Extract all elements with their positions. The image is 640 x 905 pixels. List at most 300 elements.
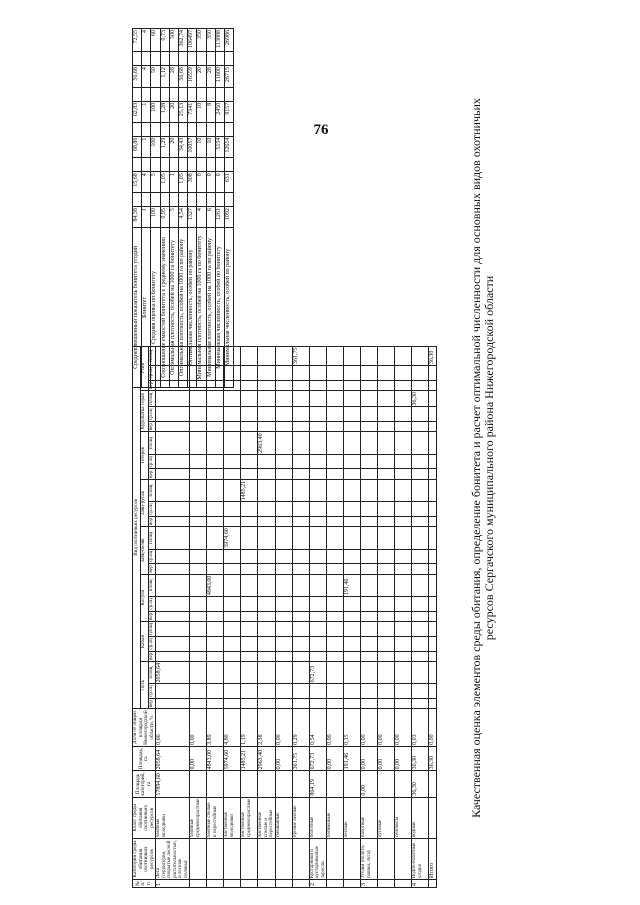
hdr-share: Доля от общей площади Нижегородской области, % [132, 710, 155, 745]
summary-value: 4 [142, 66, 151, 88]
value-cell [344, 661, 361, 684]
value-cell [378, 549, 395, 564]
value-cell [258, 574, 276, 597]
value-cell [412, 469, 429, 479]
num-cell [395, 880, 412, 888]
summary-value [133, 158, 142, 172]
summary-value: 100 [151, 207, 160, 228]
total-value [429, 469, 437, 479]
summary-value: 0 [215, 172, 224, 193]
summary-value: 60 [151, 29, 160, 52]
value-cell [309, 407, 327, 422]
value-cell [292, 516, 309, 526]
value-cell [395, 502, 412, 517]
class-cell: болотные [309, 797, 327, 839]
class-cell: водные [412, 797, 429, 839]
summary-value: 10 [206, 136, 215, 158]
value-cell [275, 366, 292, 381]
value-cell [258, 346, 276, 366]
value-cell [412, 684, 429, 699]
num-cell [258, 880, 276, 888]
value-cell [224, 622, 241, 637]
value-cell [378, 597, 395, 612]
value-cell [395, 516, 412, 526]
value-cell [207, 636, 224, 651]
area-cat-cell [241, 771, 258, 797]
value-cell [190, 479, 207, 502]
value-cell [190, 684, 207, 699]
value-cell [224, 611, 241, 621]
share-cell: 0,66 [156, 709, 190, 747]
value-cell [327, 622, 344, 637]
value-cell: 2058,64 [156, 661, 190, 684]
summary-value: 1327 [188, 207, 197, 228]
summary-value: 5154 [215, 136, 224, 158]
table-row [258, 346, 276, 887]
summary-value [151, 122, 160, 136]
value-cell [207, 622, 224, 637]
summary-value: 1 [169, 172, 178, 193]
class-cell: луговые [378, 797, 395, 839]
value-cell [224, 564, 241, 574]
value-cell [309, 698, 327, 708]
value-cell [327, 454, 344, 469]
value-cell [395, 479, 412, 502]
category-cell [224, 839, 241, 880]
summary-value: 68,86 [133, 136, 142, 158]
value-cell [309, 549, 327, 564]
value-cell [241, 597, 258, 612]
summary-value: 4 [197, 207, 206, 228]
summary-value: 84,38 [133, 207, 142, 228]
sub-header: вер [148, 517, 155, 526]
species-header-6: Куропатка серая [140, 391, 148, 432]
summary-value [224, 158, 233, 172]
value-cell: 672,73 [309, 661, 327, 684]
value-cell [207, 597, 224, 612]
value-cell [207, 698, 224, 708]
title-line-1: Качественная оценка элементов среды обитания, определение бонитета и расчет оптимальной численности для основных видов охотничьих [469, 98, 483, 818]
value-cell [258, 407, 276, 422]
value-cell [395, 636, 412, 651]
summary-value [215, 52, 224, 66]
summary-value: 56,68 [133, 66, 142, 88]
value-cell [224, 549, 241, 564]
summary-row [224, 29, 233, 388]
summary-value [178, 87, 187, 101]
value-cell [275, 549, 292, 564]
area-cat-cell: 36,30 [412, 771, 429, 797]
value-cell [327, 597, 344, 612]
summary-value: 34,43 [178, 136, 187, 158]
value-cell [344, 597, 361, 612]
value-cell [275, 622, 292, 637]
summary-label: Оптимальная плотность, особей на 1000 га бонитету [169, 227, 178, 387]
summary-value: 4 [142, 29, 151, 52]
value-cell [378, 636, 395, 651]
sub-header: площ [148, 346, 156, 366]
summary-value: 5 [169, 207, 178, 228]
value-cell [156, 549, 190, 564]
summary-value: 11600 [215, 66, 224, 88]
value-cell [258, 422, 276, 432]
value-cell [344, 651, 361, 661]
area-cell: 2058,64 [156, 746, 190, 771]
value-cell [207, 516, 224, 526]
sub-header: вер [148, 612, 155, 621]
summary-value [206, 122, 215, 136]
value-cell [292, 422, 309, 432]
value-cell [412, 651, 429, 661]
summary-label: Минимальная плотность, особей на 1000 га по району [206, 227, 215, 387]
total-spacer [429, 771, 437, 797]
value-cell [241, 432, 258, 455]
value-cell [412, 564, 429, 574]
num-cell [190, 880, 207, 888]
value-cell [207, 454, 224, 469]
value-cell [361, 636, 378, 651]
value-cell [224, 651, 241, 661]
value-cell [327, 380, 344, 390]
value-cell [309, 611, 327, 621]
value-cell [344, 516, 361, 526]
summary-value: 100 [151, 101, 160, 122]
value-cell [344, 684, 361, 699]
category-cell [275, 839, 292, 880]
value-cell [309, 422, 327, 432]
value-cell [275, 407, 292, 422]
summary-row [169, 29, 178, 388]
value-cell [241, 391, 258, 408]
hdr-area: Площадь, га [133, 746, 156, 771]
value-cell [378, 469, 395, 479]
value-cell [361, 391, 378, 408]
num-cell [292, 880, 309, 888]
value-cell [344, 391, 361, 408]
species-header-5: Тетерев [140, 432, 148, 479]
value-cell [156, 527, 190, 550]
species-header-1: Кабан [140, 622, 148, 662]
value-cell [190, 611, 207, 621]
value-cell [327, 651, 344, 661]
value-cell [412, 527, 429, 550]
value-cell [224, 661, 241, 684]
value-cell [309, 622, 327, 637]
sub-header: площ [148, 661, 156, 684]
summary-value [169, 87, 178, 101]
value-cell [190, 622, 207, 637]
value-cell [241, 611, 258, 621]
value-cell [207, 407, 224, 422]
value-cell [395, 698, 412, 708]
value-cell [224, 698, 241, 708]
summary-value [206, 158, 215, 172]
summary-value [151, 52, 160, 66]
summary-value [197, 87, 206, 101]
summary-value [188, 52, 197, 66]
value-cell [275, 469, 292, 479]
summary-value: 56,68 [178, 66, 187, 88]
num-cell: 1 [156, 880, 190, 888]
value-cell [241, 636, 258, 651]
summary-value: 50 [151, 66, 160, 88]
value-cell [258, 622, 276, 637]
value-cell [275, 597, 292, 612]
summary-value [133, 122, 142, 136]
value-cell [258, 698, 276, 708]
total-value [429, 516, 437, 526]
summary-value [188, 158, 197, 172]
summary-value: 308 [188, 172, 197, 193]
value-cell [344, 454, 361, 469]
value-cell [327, 636, 344, 651]
summary-value: 1,12 [160, 66, 169, 88]
summary-value: 20 [169, 136, 178, 158]
value-cell [361, 502, 378, 517]
value-cell [258, 516, 276, 526]
total-value [429, 549, 437, 564]
page-number: 76 [313, 122, 329, 138]
value-cell [412, 574, 429, 597]
value-cell [190, 407, 207, 422]
value-cell [190, 651, 207, 661]
area-cell: 1485,21 [241, 746, 258, 771]
value-cell [361, 622, 378, 637]
value-cell [258, 469, 276, 479]
value-cell [275, 661, 292, 684]
value-cell [224, 391, 241, 408]
value-cell [309, 469, 327, 479]
total-value [429, 564, 437, 574]
value-cell [378, 622, 395, 637]
area-cat-cell [258, 771, 276, 797]
summary-value: 100 [151, 136, 160, 158]
value-cell [327, 611, 344, 621]
value-cell [361, 469, 378, 479]
title-line-2: ресурсов Сергачского муниципального района Нижегородской области [482, 275, 496, 641]
share-cell: 4,80 [224, 709, 241, 747]
value-cell [412, 611, 429, 621]
value-cell [292, 698, 309, 708]
summary-value: 106497 [188, 29, 197, 52]
summary-value: 20 [169, 101, 178, 122]
value-cell [275, 574, 292, 597]
num-cell [224, 880, 241, 888]
total-row [429, 346, 437, 887]
value-cell [241, 684, 258, 699]
value-cell [241, 366, 258, 381]
value-cell [292, 611, 309, 621]
area-cell: 361,75 [292, 746, 309, 771]
value-cell [241, 516, 258, 526]
summary-row [151, 29, 160, 388]
value-cell [395, 422, 412, 432]
summary-value [142, 158, 151, 172]
total-label: Итого [429, 839, 437, 880]
summary-value [160, 52, 169, 66]
share-cell: 3,89 [207, 709, 224, 747]
value-cell [327, 391, 344, 408]
class-cell: лиственные молодняки [224, 797, 241, 839]
total-value [429, 661, 437, 684]
value-cell [412, 636, 429, 651]
value-cell [344, 479, 361, 502]
value-cell [275, 454, 292, 469]
value-cell [292, 432, 309, 455]
value-cell [292, 597, 309, 612]
sub-header: площ [148, 527, 156, 550]
value-cell [344, 622, 361, 637]
value-cell [344, 611, 361, 621]
value-cell [275, 502, 292, 517]
summary-value [169, 158, 178, 172]
summary-value [169, 122, 178, 136]
summary-label: Минимальная численность, особей по бонитету [215, 227, 224, 387]
category-cell [241, 839, 258, 880]
value-cell [378, 422, 395, 432]
value-cell [275, 346, 292, 366]
area-cell: 5974,60 [224, 746, 241, 771]
summary-value: 1092 [224, 207, 233, 228]
summary-value: 1 [142, 136, 151, 158]
value-cell [292, 366, 309, 381]
value-cell [344, 698, 361, 708]
value-cell [309, 366, 327, 381]
value-cell [258, 636, 276, 651]
value-cell [395, 574, 412, 597]
value-cell [309, 651, 327, 661]
value-cell [224, 432, 241, 455]
summary-value [206, 87, 215, 101]
value-cell [344, 407, 361, 422]
value-cell [412, 479, 429, 502]
main-table [132, 346, 437, 888]
summary-value [206, 193, 215, 207]
value-cell: 191,46 [344, 574, 361, 597]
value-cell [361, 651, 378, 661]
value-cell [207, 432, 224, 455]
value-cell [378, 611, 395, 621]
value-cell [378, 346, 395, 366]
value-cell [258, 527, 276, 550]
value-cell [156, 422, 190, 432]
value-cell [361, 597, 378, 612]
value-cell [190, 574, 207, 597]
total-value [429, 698, 437, 708]
value-cell [327, 407, 344, 422]
value-cell [395, 366, 412, 381]
num-cell [207, 880, 224, 888]
summary-value: 0,73 [160, 29, 169, 52]
value-cell [156, 622, 190, 637]
category-cell: Водно-болотные угодья [412, 839, 429, 880]
total-spacer [429, 880, 437, 888]
value-cell [241, 564, 258, 574]
value-cell [378, 454, 395, 469]
class-cell: пахотные [361, 797, 378, 839]
total-share: 0,00 [429, 709, 437, 747]
share-cell: 1,19 [241, 709, 258, 747]
share-cell: 0,00 [327, 709, 344, 747]
value-cell [378, 698, 395, 708]
summary-value [133, 193, 142, 207]
value-cell [190, 391, 207, 408]
summary-value: 16559 [188, 66, 197, 88]
summary-value [142, 52, 151, 66]
value-cell [224, 516, 241, 526]
value-cell [412, 502, 429, 517]
summary-label: Средневзвешенный показатель бонитета угодий [133, 227, 142, 387]
sub-header: ср.оц [148, 408, 155, 421]
value-cell [275, 527, 292, 550]
value-cell [327, 574, 344, 597]
value-cell [361, 661, 378, 684]
value-cell [395, 597, 412, 612]
sub-header: площ [148, 391, 156, 408]
area-cat-cell [327, 771, 344, 797]
summary-value [151, 193, 160, 207]
summary-value [215, 158, 224, 172]
summary-body [133, 29, 234, 388]
value-cell [395, 684, 412, 699]
sub-header: вер [148, 565, 155, 573]
value-cell [395, 622, 412, 637]
value-cell [275, 432, 292, 455]
value-cell [292, 479, 309, 502]
area-cell: 0,00 [395, 746, 412, 771]
value-cell [292, 469, 309, 479]
sub-header: вер [148, 423, 155, 431]
value-cell [156, 636, 190, 651]
category-cell [378, 839, 395, 880]
value-cell [156, 564, 190, 574]
value-cell [224, 574, 241, 597]
value-cell [190, 527, 207, 550]
sub-header: площ [148, 479, 156, 502]
value-cell [241, 502, 258, 517]
value-cell [327, 527, 344, 550]
value-cell [412, 422, 429, 432]
table-row [275, 346, 292, 887]
num-cell [241, 880, 258, 888]
sub-header: ср.оц [148, 503, 155, 515]
value-cell [412, 432, 429, 455]
table-row [361, 346, 378, 887]
sub-header: вер [148, 381, 155, 389]
category-cell [292, 839, 309, 880]
value-cell [309, 454, 327, 469]
value-cell [156, 516, 190, 526]
value-cell [395, 380, 412, 390]
value-cell [309, 479, 327, 502]
value-cell [327, 432, 344, 455]
value-cell [224, 454, 241, 469]
value-cell [190, 661, 207, 684]
num-cell: 4 [412, 880, 429, 888]
summary-value: 72,55 [133, 29, 142, 52]
value-cell [344, 527, 361, 550]
value-cell [207, 549, 224, 564]
value-cell [327, 698, 344, 708]
value-cell [292, 502, 309, 517]
value-cell [412, 622, 429, 637]
category-cell [395, 839, 412, 880]
value-cell [292, 651, 309, 661]
value-cell [207, 527, 224, 550]
value-cell [292, 564, 309, 574]
summary-value: 26986 [224, 29, 233, 52]
area-cell: 0,00 [275, 746, 292, 771]
